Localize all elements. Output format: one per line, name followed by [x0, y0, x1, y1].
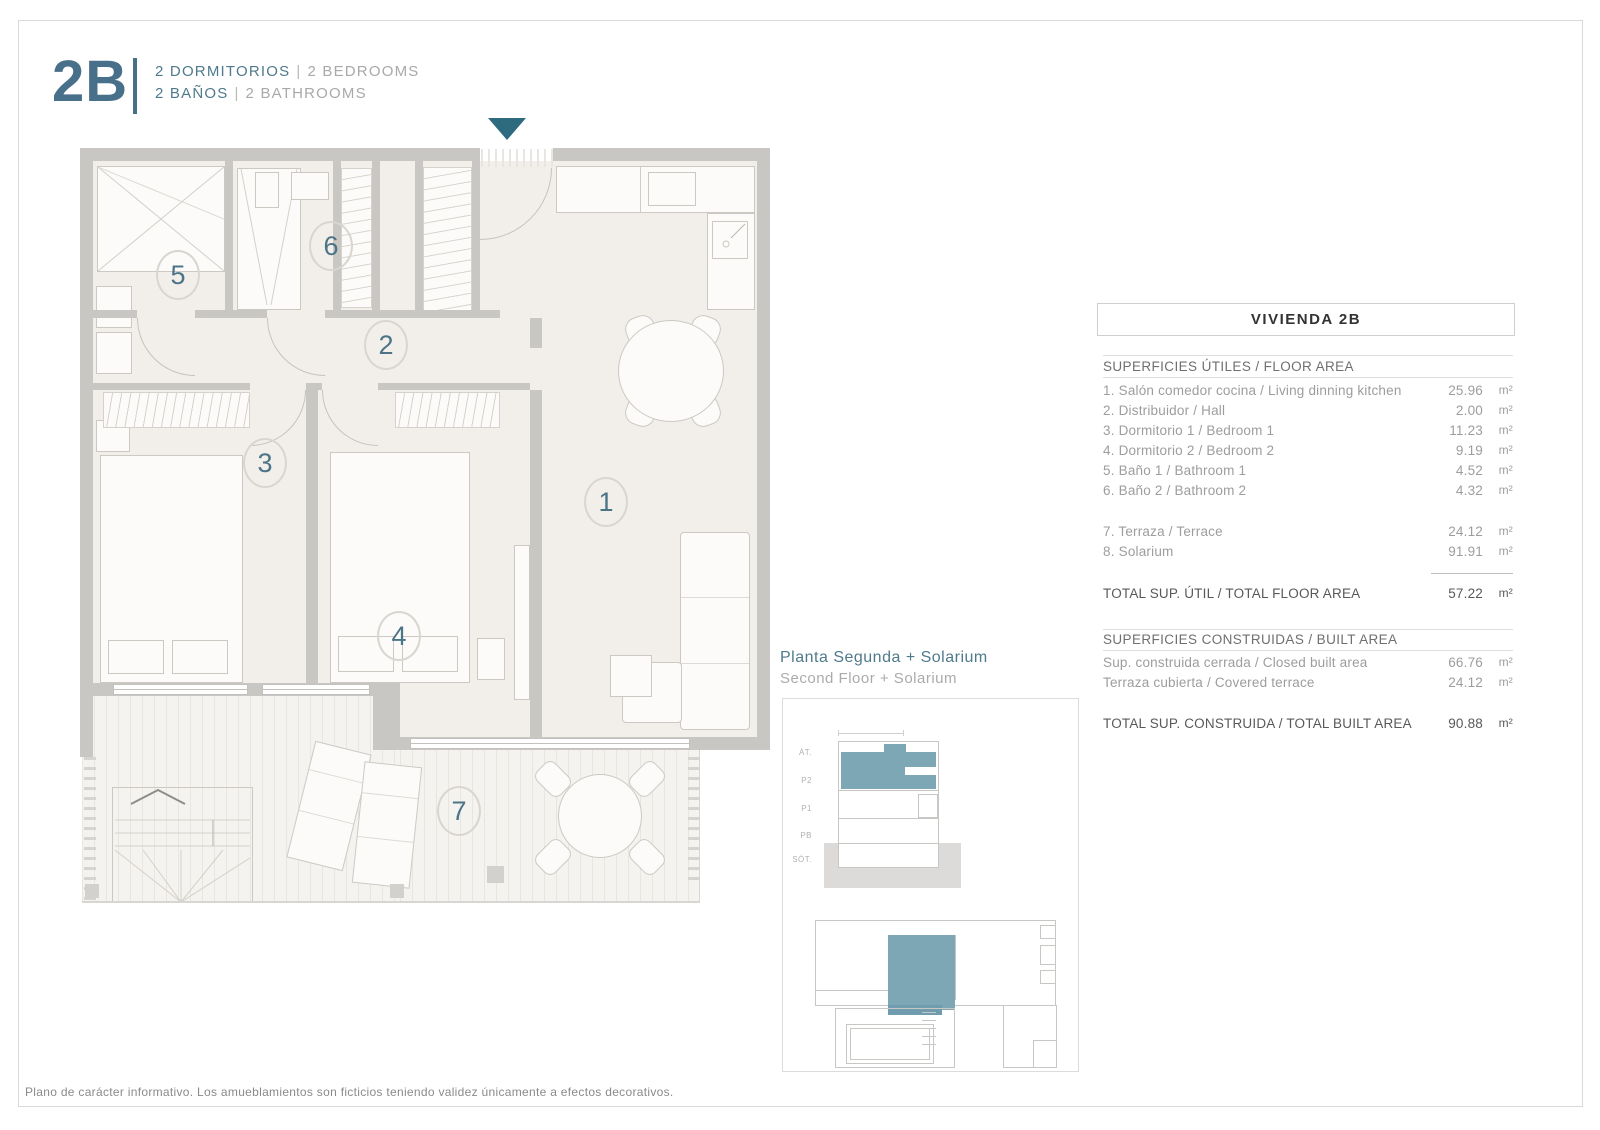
siteplan-line: [815, 990, 888, 991]
total-built-area-row: [1103, 716, 1513, 731]
lounger-line: [358, 836, 414, 843]
row-label: 4. Dormitorio 2 / Bedroom 2: [1103, 443, 1275, 458]
room-label-bedroom2: [377, 611, 421, 661]
room-number: 2: [378, 329, 394, 360]
kitchen-sink: [712, 221, 748, 259]
entrance-arrow-icon: [488, 118, 526, 140]
table-row: [1103, 383, 1513, 398]
bedrooms-en: 2 BEDROOMS: [307, 63, 420, 80]
room-label-bath1: [156, 250, 200, 300]
wall: [373, 683, 400, 750]
unit-title: VIVIENDA 2B: [1250, 311, 1362, 328]
room-label-bedroom1: [243, 438, 287, 488]
row-label: 5. Baño 1 / Bathroom 1: [1103, 463, 1247, 478]
row-value: 2.00: [1455, 403, 1483, 418]
divider: [1103, 355, 1513, 356]
wall: [372, 161, 380, 318]
sink-bath2: [255, 172, 279, 208]
total-floor-area-row: [1103, 586, 1513, 601]
window-bedroom1: [113, 684, 248, 695]
row-label: 7. Terraza / Terrace: [1103, 524, 1223, 539]
solarium-stairs: [112, 787, 253, 903]
floor-label: P2: [801, 776, 812, 785]
table-row: [1103, 544, 1513, 559]
location-title-en: Second Floor + Solarium: [780, 670, 957, 687]
siteplan-detail: [1040, 970, 1056, 984]
row-unit: m²: [1498, 675, 1513, 689]
table-row: [1103, 524, 1513, 539]
dimension-tick: [838, 730, 839, 736]
dimension-tick: [903, 730, 904, 736]
wall: [195, 310, 267, 318]
wall: [415, 161, 423, 318]
row-value: 11.23: [1449, 423, 1483, 438]
room-label-bath2: [309, 221, 353, 271]
row-label: 2. Distribuidor / Hall: [1103, 403, 1226, 418]
row-unit: m²: [1498, 716, 1513, 730]
table-row: [1103, 403, 1513, 418]
wardrobe-bedroom1: [103, 392, 250, 428]
lounger-line: [299, 810, 354, 825]
wall: [306, 383, 322, 390]
room-label-living: [584, 477, 628, 527]
row-unit: m²: [1498, 655, 1513, 669]
row-unit: m²: [1498, 423, 1513, 437]
highlight-floor-upper: [841, 752, 936, 767]
wall: [530, 390, 542, 737]
window-bedroom2: [262, 684, 370, 695]
wardrobe-bedroom2: [395, 392, 500, 428]
highlight-unit-2b: [888, 935, 955, 1010]
wall: [80, 148, 480, 161]
floor-label: P1: [801, 804, 812, 813]
row-unit: m²: [1498, 483, 1513, 497]
siteplan-divider: [955, 935, 956, 1000]
table-row: [1103, 483, 1513, 498]
faucet-icon: [713, 222, 747, 258]
row-label: TOTAL SUP. ÚTIL / TOTAL FLOOR AREA: [1103, 586, 1361, 601]
room-label-terrace: [437, 786, 481, 836]
row-value: 91.91: [1448, 544, 1483, 559]
room-number: 6: [323, 230, 339, 261]
siteplan-block-right-step: [1033, 1040, 1057, 1068]
room-label-hall: [364, 320, 408, 370]
highlight-solarium: [884, 744, 906, 752]
sum-line: [1431, 573, 1513, 574]
bathrooms-es: 2 BAÑOS: [155, 85, 229, 102]
row-label: 8. Solarium: [1103, 544, 1174, 559]
row-unit: m²: [1498, 443, 1513, 457]
terrace-post: [487, 866, 504, 883]
tv-unit: [514, 545, 530, 700]
sofa: [680, 532, 750, 730]
row-unit: m²: [1498, 463, 1513, 477]
row-unit: m²: [1498, 544, 1513, 558]
dimension-line: [838, 733, 904, 734]
counter-divider: [640, 167, 641, 212]
row-label: 1. Salón comedor cocina / Living dinning kitchen: [1103, 383, 1402, 398]
row-unit: m²: [1498, 403, 1513, 417]
room-number: 4: [391, 620, 407, 651]
wall: [325, 310, 415, 318]
floor-label: PB: [800, 831, 812, 840]
bathrooms-en: 2 BATHROOMS: [245, 85, 367, 102]
bedrooms-es: 2 DORMITORIOS: [155, 63, 291, 80]
row-label: Terraza cubierta / Covered terrace: [1103, 675, 1315, 690]
table-row: [1103, 463, 1513, 478]
row-value: 66.76: [1448, 655, 1483, 670]
wall: [553, 148, 770, 161]
wall: [480, 310, 500, 318]
header-divider: [133, 58, 137, 114]
divider: [1103, 650, 1513, 651]
wall: [306, 390, 318, 683]
toilet-bath2: [291, 172, 329, 200]
nightstand-bedroom2: [477, 638, 505, 680]
table-row: [1103, 423, 1513, 438]
dining-table: [618, 320, 724, 422]
row-value: 24.12: [1448, 675, 1483, 690]
disclaimer-text: Plano de carácter informativo. Los amueblamientos son ficticios teniendo validez únicamente a efectos decorativos.: [25, 1085, 674, 1099]
wall: [530, 318, 542, 348]
room-number: 3: [257, 447, 273, 478]
row-unit: m²: [1498, 586, 1513, 600]
row-unit: m²: [1498, 524, 1513, 538]
divider: [1103, 629, 1513, 630]
table-row: [1103, 443, 1513, 458]
sink-bath1: [96, 332, 132, 374]
wall: [225, 161, 233, 318]
shower-bath1: [97, 166, 225, 272]
floor-label: SÓT.: [792, 855, 812, 864]
railing-left: [84, 757, 96, 903]
row-value: 4.32: [1455, 483, 1483, 498]
built-area-header: SUPERFICIES CONSTRUIDAS / BUILT AREA: [1103, 632, 1398, 647]
siteplan-detail: [1040, 945, 1056, 965]
pillow: [172, 640, 228, 674]
wall: [93, 383, 250, 390]
room-number: 1: [598, 486, 614, 517]
row-label: TOTAL SUP. CONSTRUIDA / TOTAL BUILT AREA: [1103, 716, 1412, 731]
separator: |: [234, 85, 240, 102]
sofa-cushion-line: [681, 663, 749, 664]
lounger-line: [309, 769, 364, 784]
row-value: 90.88: [1448, 716, 1483, 731]
terrace-edge-right: [699, 750, 700, 903]
header-line-bedrooms: [155, 63, 419, 80]
kitchen-hob: [648, 172, 696, 206]
section-step-detail: [918, 794, 938, 818]
terrace-post: [390, 884, 404, 898]
siteplan-ladder: [922, 1012, 936, 1052]
toilet-bath1: [96, 286, 132, 328]
wall: [472, 161, 480, 318]
unit-title-box: [1097, 303, 1515, 336]
row-value: 4.52: [1455, 463, 1483, 478]
pillow: [108, 640, 164, 674]
room-number: 7: [451, 795, 467, 826]
room-number: 5: [170, 259, 186, 290]
entrance-threshold: [481, 149, 553, 167]
table-row: [1103, 675, 1513, 690]
row-unit: m²: [1498, 383, 1513, 397]
siteplan-pool-inner: [850, 1028, 930, 1060]
sofa-cushion-line: [681, 597, 749, 598]
window-living: [410, 738, 690, 749]
lounger-line: [362, 792, 418, 799]
header-line-bathrooms: [155, 85, 367, 102]
separator: |: [296, 63, 302, 80]
terrace-post: [85, 884, 99, 898]
siteplan-detail: [1040, 925, 1056, 939]
table-row: [1103, 655, 1513, 670]
coffee-table: [610, 655, 652, 697]
row-value: 24.12: [1448, 524, 1483, 539]
wall: [378, 383, 530, 390]
stairs-detail-icon: [113, 788, 252, 902]
highlight-floor-lower: [841, 775, 936, 789]
section-floor-line: [839, 818, 938, 819]
terrace-table: [558, 774, 642, 858]
wall: [423, 310, 472, 318]
row-label: 6. Baño 2 / Bathroom 2: [1103, 483, 1247, 498]
shower-glass-icon: [98, 167, 224, 271]
section-floor-line: [839, 843, 938, 844]
row-value: 9.19: [1455, 443, 1483, 458]
location-title-es: Planta Segunda + Solarium: [780, 649, 988, 666]
highlight-connector: [841, 767, 905, 775]
row-value: 57.22: [1448, 586, 1483, 601]
wall: [80, 148, 93, 757]
entrance-wardrobe: [423, 167, 472, 312]
wall: [93, 310, 137, 318]
unit-code: 2B: [52, 49, 129, 114]
row-value: 25.96: [1448, 383, 1483, 398]
floor-area-header: SUPERFICIES ÚTILES / FLOOR AREA: [1103, 359, 1354, 374]
row-label: Sup. construida cerrada / Closed built area: [1103, 655, 1368, 670]
divider: [1103, 377, 1513, 378]
section-floor-line: [839, 790, 938, 791]
terrace-edge: [82, 901, 700, 903]
row-label: 3. Dormitorio 1 / Bedroom 1: [1103, 423, 1275, 438]
floor-label: ÁT.: [798, 748, 812, 757]
wall: [757, 148, 770, 750]
